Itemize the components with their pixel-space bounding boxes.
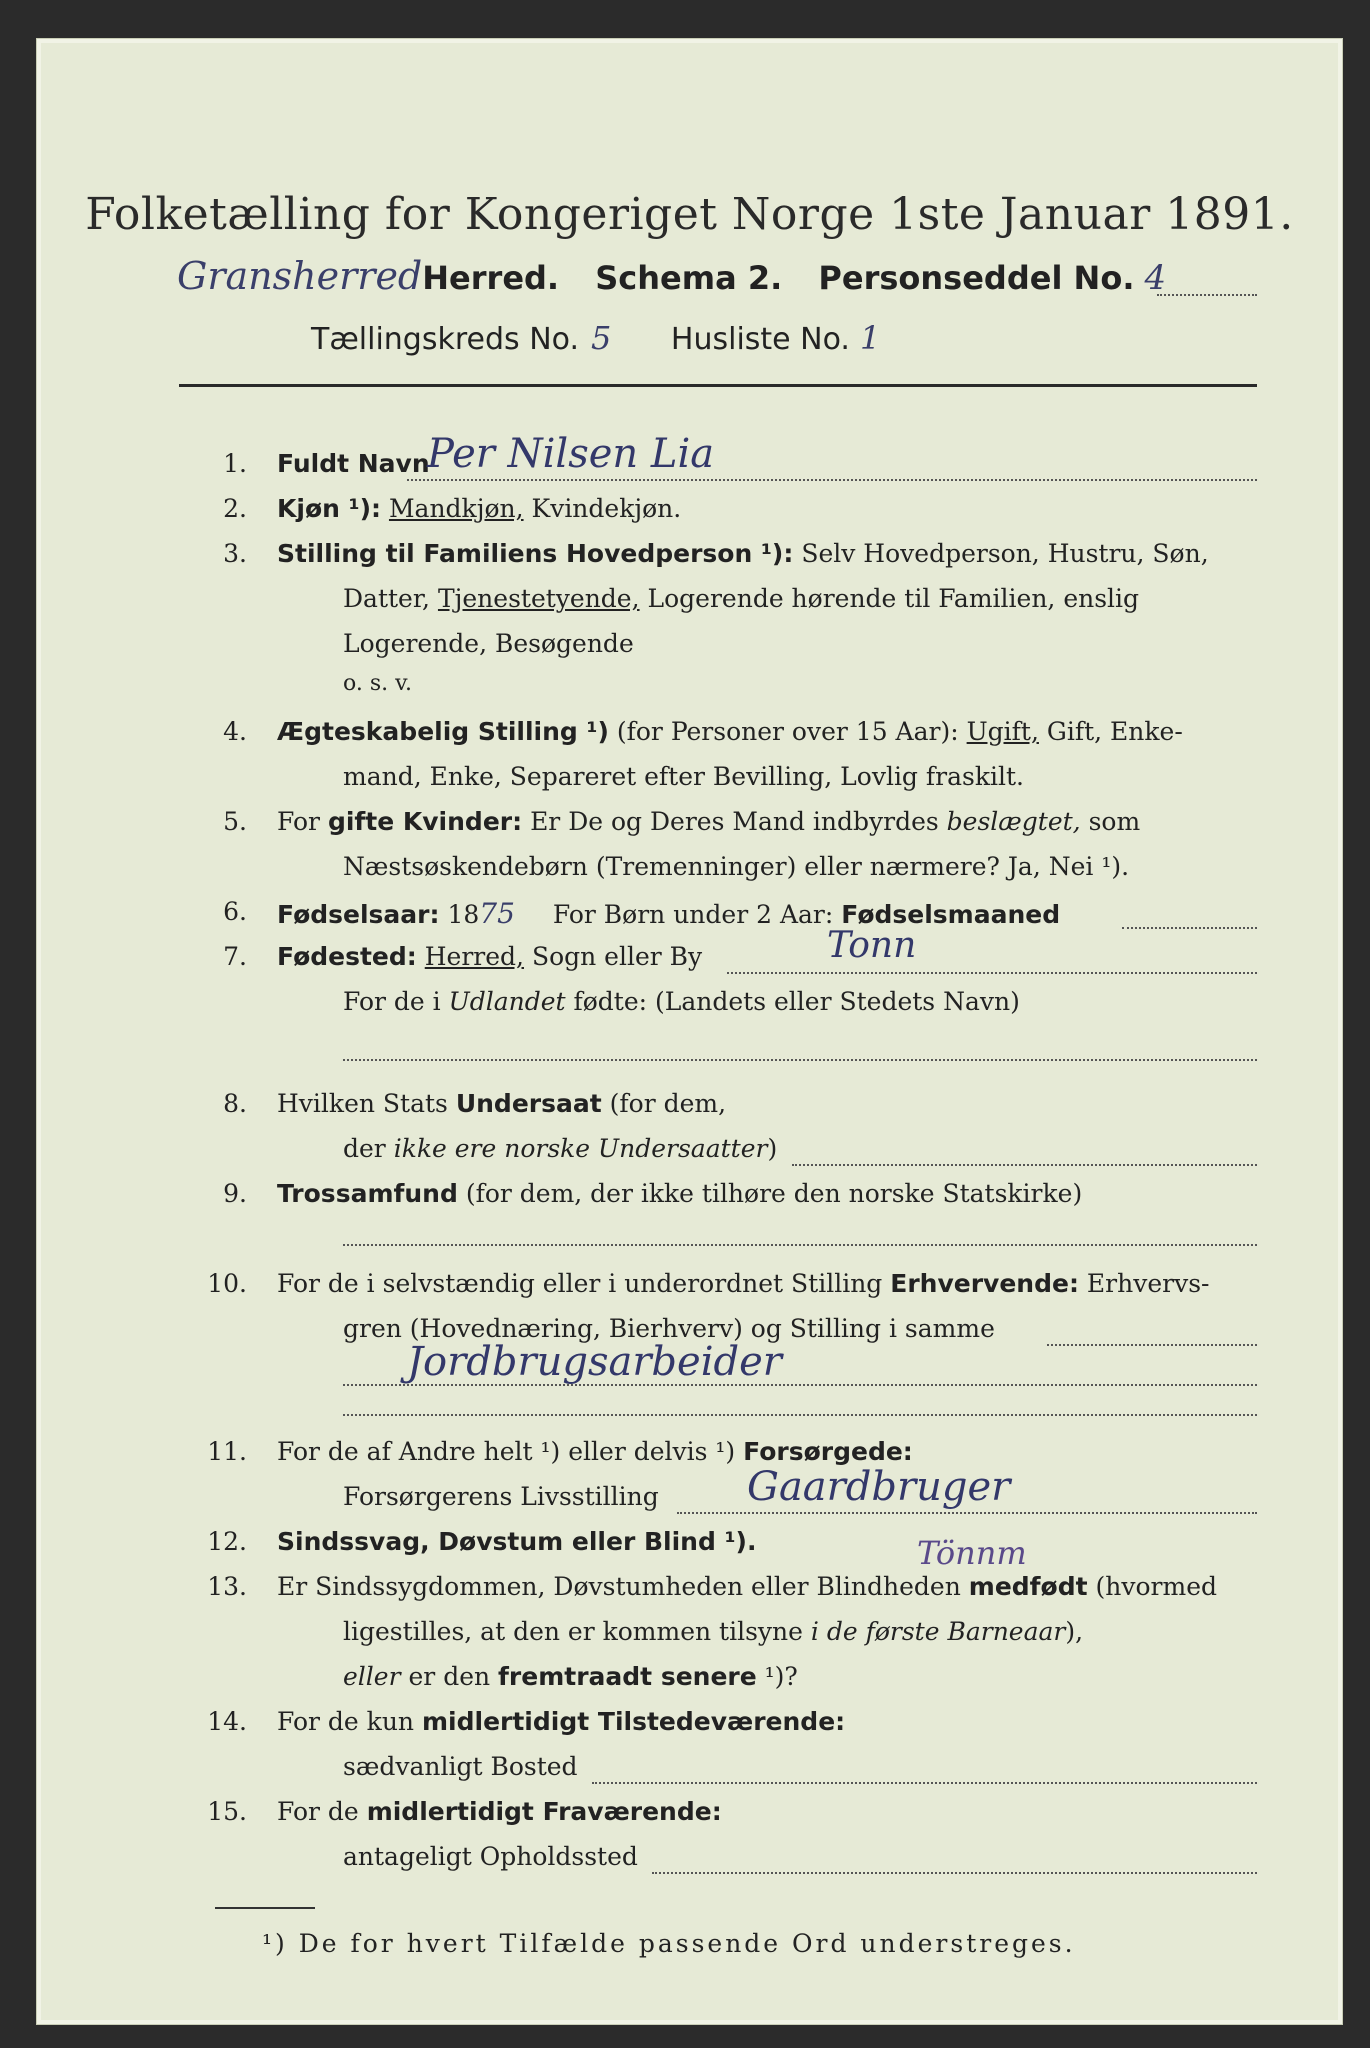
q2-option-male: Mandkjøn, [388,494,524,523]
q7-line-1 [277,942,702,971]
q11-answer: Gaardbruger [747,1464,1011,1510]
item-number: 14. [207,1707,247,1736]
q3-line-4: o. s. v. [343,671,412,696]
q7-line-2 [343,987,1020,1016]
husliste-label: Husliste No. [670,322,850,357]
q3-line-2 [343,584,1139,613]
q7-option-herred: Herred, [424,942,524,971]
dotted-line [1047,1344,1257,1346]
q10-line-2: gren (Hovednæring, Bierhverv) og Stilling i samme [343,1314,995,1343]
form-title: Folketælling for Kongeriget Norge 1ste Januar 1891. [85,189,1294,240]
dotted-line [343,1414,1257,1416]
q8-text: ) [767,1134,778,1163]
census-form [36,38,1343,2025]
q8-text: Hvilken Stats [277,1089,448,1118]
kreds-label: Tællingskreds No. [311,322,579,357]
q5-line-2: Næstsøskendebørn (Tremenninger) eller nærmere? Ja, Nei ¹). [343,852,1130,881]
q8-text: (for dem, [609,1089,727,1118]
item-number: 9. [223,1179,247,1208]
q13-text: ligestilles, at den er kommen tilsyne [343,1617,803,1646]
q9-line [277,1179,1082,1208]
item-number: 1. [223,449,247,478]
q14-label: midlertidigt Tilstedeværende: [421,1707,846,1736]
q8-line-1 [277,1089,726,1118]
dotted-line [407,479,1257,481]
q6-label: Fødselsaar: [277,900,440,929]
q13-label: medfødt [968,1572,1088,1601]
q15-line-2: antageligt Opholdssted [343,1842,638,1871]
q9-label: Trossamfund [277,1179,458,1208]
personseddel-handwritten: 4 [1144,258,1167,298]
q13-line-3 [343,1662,798,1691]
q7-text: For de i [343,987,441,1016]
item-number: 2. [223,494,247,523]
q3-line-1 [277,539,1209,568]
q3-label: Stilling til Familiens Hovedperson ¹): [277,539,794,568]
item-number: 10. [207,1269,247,1298]
item-number: 7. [223,942,247,971]
dotted-line [792,1164,1257,1166]
q3-line-3: Logerende, Besøgende [343,629,634,658]
q5-text: For [277,807,320,836]
herred-handwritten: Gransherred [177,254,423,298]
dotted-line [343,1384,1257,1386]
q13-text: ¹)? [764,1662,798,1691]
q8-text: ikke ere norske Undersaatter [393,1134,768,1163]
q14-text: For de kun [277,1707,415,1736]
q13-text: ), [1065,1617,1084,1646]
q14-line-1 [277,1707,845,1736]
item-number: 3. [223,539,247,568]
q7-text: Sogn eller By [531,942,703,971]
q10-label: Erhvervende: [890,1269,1079,1298]
q3-text: Datter, [343,584,430,613]
dotted-line [1122,927,1257,929]
item-number: 15. [207,1797,247,1826]
q12-handwritten-note: Tönnm [917,1534,1027,1572]
q5-line-1 [277,807,1140,836]
q14-line-2: sædvanligt Bosted [343,1752,578,1781]
q7-text: fødte: (Landets eller Stedets Navn) [573,987,1020,1016]
q4-label: Ægteskabelig Stilling ¹) [277,717,609,746]
q11-line-1 [277,1437,913,1466]
q10-answer: Jordbrugsarbeider [407,1339,782,1385]
q13-text: Er Sindssygdommen, Døvstumheden eller Blindheden [277,1572,961,1601]
q8-label: Undersaat [455,1089,602,1118]
q12-label: Sindssvag, Døvstum eller Blind ¹). [277,1527,757,1556]
q4-text: (for Personer over 15 Aar): [616,717,959,746]
q7-text: Udlandet [448,987,566,1016]
q5-text: som [1088,807,1141,836]
dotted-line [343,1059,1257,1061]
q10-text: Erhvervs- [1086,1269,1210,1298]
dotted-line [652,1872,1257,1874]
dotted-line [1157,294,1257,296]
schema-label: Schema 2. [595,259,783,297]
dotted-line [727,972,1257,974]
q6-text: For Børn under 2 Aar: [552,900,834,929]
q2-line [277,494,681,523]
q13-text: (hvormed [1095,1572,1218,1601]
q7-answer: Tonn [827,925,917,966]
q3-text: Logerende hørende til Familien, enslig [647,584,1140,613]
q11-text: For de af Andre helt ¹) eller delvis ¹) [277,1437,736,1466]
q1-answer: Per Nilsen Lia [427,431,715,477]
q10-line-1 [277,1269,1209,1298]
q4-text: Gift, Enke- [1046,717,1183,746]
q9-text: (for dem, der ikke tilhøre den norske Statskirke) [465,1179,1083,1208]
q10-text: For de i selvstændig eller i underordnet Stilling [277,1269,883,1298]
q7-label: Fødested: [277,942,417,971]
q6-text: 18 [447,900,480,929]
q3-option-servant: Tjenestetyende, [437,584,640,613]
q13-text: i de første Barneaar [810,1617,1066,1646]
q13-text: er den [408,1662,491,1691]
q4-line-1 [277,717,1183,746]
footnote: ¹) De for hvert Tilfælde passende Ord understreges. [262,1929,1076,1958]
husliste-handwritten: 1 [859,319,881,357]
q13-label-later: fremtraadt senere [498,1662,757,1691]
q11-label: Forsørgede: [743,1437,913,1466]
item-number: 13. [207,1572,247,1601]
item-number: 8. [223,1089,247,1118]
q13-text: eller [343,1662,401,1691]
footnote-rule [215,1907,315,1909]
dotted-line [677,1512,1257,1514]
q15-label: midlertidigt Fraværende: [366,1797,722,1826]
q11-line-2: Forsørgerens Livsstilling [343,1482,659,1511]
q13-line-2 [343,1617,1083,1646]
q6-handwritten-year: 75 [479,897,515,930]
item-number: 4. [223,717,247,746]
q5-text: beslægtet, [946,807,1081,836]
personseddel-label: Personseddel No. [818,259,1135,297]
q3-text: Selv Hovedperson, Hustru, Søn, [801,539,1209,568]
q4-line-2: mand, Enke, Separeret efter Bevilling, Lovlig fraskilt. [343,762,1024,791]
q2-label: Kjøn ¹): [277,494,381,523]
q6-month-label: Fødselsmaaned [841,900,1061,929]
q1-label: Fuldt Navn [277,449,430,478]
herred-label: Herred. [422,259,560,297]
kreds-handwritten: 5 [591,319,612,357]
dotted-line [592,1782,1257,1784]
q4-option-unmarried: Ugift, [966,717,1039,746]
q8-text: der [343,1134,386,1163]
item-number: 12. [207,1527,247,1556]
q13-line-1 [277,1572,1217,1601]
q5-label: gifte Kvinder: [327,807,523,836]
item-number: 5. [223,807,247,836]
q8-line-2 [343,1134,777,1163]
q15-line-1 [277,1797,722,1826]
kreds-line [311,319,880,357]
q6-line [277,897,1060,930]
header-rule [179,384,1257,387]
dotted-line [343,1244,1257,1246]
herred-line [177,254,1166,298]
item-number: 6. [223,897,247,926]
q5-text: Er De og Deres Mand indbyrdes [530,807,939,836]
q15-text: For de [277,1797,359,1826]
item-number: 11. [207,1437,247,1466]
q2-option-female: Kvindekjøn. [531,494,682,523]
